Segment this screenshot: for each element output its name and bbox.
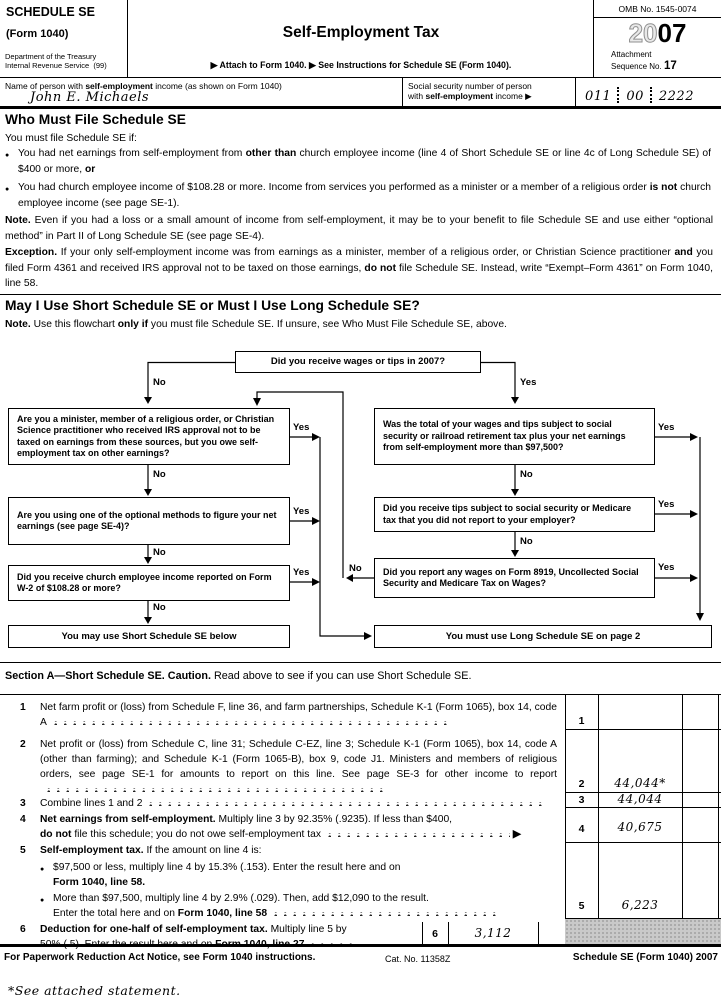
- who-must-file-bullet-2: ● You had church employee income of $108.28 or more. Income from services you performed as a minister or a member of a religious order is not church employee income (see page SE-1).: [5, 180, 711, 211]
- table-row-divider: [565, 842, 721, 843]
- sequence-number: Sequence No. 17: [611, 60, 677, 72]
- flowchart-left-question-3: Did you receive church employee income reported on Form W-2 of $108.28 or more?: [8, 565, 290, 601]
- ssn-label: Social security number of person with self-employment income ▶: [408, 81, 532, 101]
- header-rule: [0, 77, 721, 78]
- branch-label-no: No: [153, 602, 166, 613]
- name-label: Name of person with self-employment income (as shown on Form 1040): [5, 81, 282, 91]
- flowchart-top-question: Did you receive wages or tips in 2007?: [235, 351, 481, 373]
- line-4-text: 4 Net earnings from self-employment. Multiply line 3 by 92.35% (.9235). If less than $400, do not file this schedule; you do not owe self-employment tax ▶: [20, 814, 521, 840]
- line-3-text: 3 Combine lines 1 and 2: [40, 796, 557, 811]
- branch-label-yes: Yes: [293, 506, 310, 517]
- name-value: John E. Michaels: [30, 90, 150, 105]
- tax-year: [594, 19, 721, 47]
- flowchart-result-short: You may use Short Schedule SE below: [8, 625, 290, 648]
- line-1-box-number: 1: [578, 715, 585, 727]
- sequence-value: 17: [663, 60, 677, 72]
- flowchart-left-question-2: Are you using one of the optional methods to figure your net earnings (see page SE-4)?: [8, 497, 290, 545]
- ssn-separator: [617, 87, 620, 103]
- line-4-box-number: 4: [578, 823, 585, 835]
- branch-label-no: No: [153, 377, 166, 388]
- header-bottom-rule: [0, 106, 721, 109]
- section-a-rule-bottom: [0, 694, 721, 695]
- flowchart-result-long: You must use Long Schedule SE on page 2: [374, 625, 712, 648]
- line-6-box-number: 6: [432, 928, 438, 940]
- department-label: Department of the Treasury Internal Revenue Service (99): [5, 52, 107, 70]
- line-3-amount: 44,044: [617, 792, 663, 806]
- branch-label-no: No: [153, 547, 166, 558]
- dot-leader: [271, 912, 501, 916]
- tax-year-outline: 20: [628, 18, 658, 48]
- who-must-file-intro: You must file Schedule SE if:: [5, 133, 137, 144]
- ssn-separator: [650, 87, 653, 103]
- branch-label-yes: Yes: [293, 422, 310, 433]
- form-title: Self-Employment Tax: [282, 24, 440, 41]
- catalog-number: Cat. No. 11358Z: [385, 954, 451, 964]
- flowchart-right-question-2: Did you receive tips subject to social security or Medicare tax that you did not report to your employer?: [374, 497, 655, 532]
- form-id-footer: Schedule SE (Form 1040) 2007: [572, 952, 718, 963]
- line-2-amount: 44,044*: [614, 776, 666, 790]
- omb-number: OMB No. 1545-0074: [618, 4, 697, 14]
- note-paragraph: Note. Even if you had a loss or a small amount of income from self-employment, it may be to your benefit to file Schedule SE and use either “optional method” in Part II of Long Schedule SE (see page SE-4).: [5, 215, 713, 242]
- branch-label-yes: Yes: [658, 562, 675, 573]
- branch-label-no: No: [520, 536, 533, 547]
- line-6-cell-border: [538, 922, 539, 944]
- tax-year-solid: 07: [657, 18, 687, 48]
- line-6-amount: 3,112: [474, 926, 512, 940]
- branch-label-no: No: [520, 469, 533, 480]
- ssn-value: 011 00 2222: [585, 89, 694, 104]
- branch-label-no: No: [153, 469, 166, 480]
- attached-statement-footnote: *See attached statement.: [8, 983, 181, 998]
- exception-paragraph: Exception. If your only self-employment income was from earnings as a minister, member of a religious order, or Christian Science practitioner and you filed Form 4361 and received IRS approval not to be taxed on those earnings, do not file Schedule SE. Instead, write “Exempt–Form 4361” on Form 1040, line 58.: [5, 247, 713, 289]
- branch-label-yes: Yes: [293, 567, 310, 578]
- table-bottom-rule: [0, 944, 721, 947]
- paperwork-notice: For Paperwork Reduction Act Notice, see Form 1040 instructions.: [4, 952, 316, 963]
- attachment-label: Attachment: [611, 50, 652, 59]
- line-2-text: 2 Net profit or (loss) from Schedule C, line 31; Schedule C-EZ, line 3; Schedule K-1 (Form 1065), box 14, code A (other than farming); and Schedule K-1 (Form 1065-B), box 9, code J1. Ministers and members of religious orders, see page SE-1 for amounts to report on this line. See page SE-3 for other income to report: [40, 737, 557, 797]
- schedule-label: SCHEDULE SE: [6, 5, 95, 19]
- section-rule: [0, 294, 721, 295]
- form-number-label: (Form 1040): [6, 28, 69, 40]
- table-row-divider: [565, 729, 721, 730]
- goto-arrow: ▶: [512, 829, 521, 840]
- flowchart-heading: May I Use Short Schedule SE or Must I Use Long Schedule SE?: [5, 298, 420, 313]
- line-1-text: 1 Net farm profit or (loss) from Schedule F, line 36, and farm partnerships, Schedule K-1 (Form 1065), box 14, code A: [20, 702, 557, 728]
- section-a-heading: Section A—Short Schedule SE. Caution. Read above to see if you can use Short Schedule SE.: [5, 670, 472, 682]
- who-must-file-bullet-1: ● You had net earnings from self-employment from other than church employee income (line 4 of Short Schedule SE or line 4c of Long Schedule SE) of $400 or more, or: [5, 146, 711, 177]
- flowchart-note: Note. Use this flowchart only if you must file Schedule SE. If unsure, see Who Must File Schedule SE, above.: [5, 319, 507, 330]
- dot-leader: [44, 788, 384, 792]
- branch-label-yes: Yes: [658, 499, 675, 510]
- line-5-bullet-1: ● $97,500 or less, multiply line 4 by 15.3% (.153). Enter the result here and on Form 1040, line 58.: [40, 860, 453, 890]
- dot-leader: [51, 721, 449, 725]
- line-5-bullet-2: ● More than $97,500, multiply line 4 by 2.9% (.029). Then, add $12,090 to the result. Enter the total here and on Form 1040, line 58: [40, 891, 533, 921]
- table-row-divider: [565, 807, 721, 808]
- shaded-cell: [565, 918, 721, 946]
- flowchart-right-question-1: Was the total of your wages and tips subject to social security or railroad retirement tax plus your net earnings from self-employment more than $97,500?: [374, 408, 655, 465]
- section-a-rule-top: [0, 662, 721, 663]
- attach-instruction: ▶ Attach to Form 1040. ▶ See Instructions for Schedule SE (Form 1040).: [210, 60, 512, 70]
- branch-label-yes: Yes: [658, 422, 675, 433]
- flowchart-left-question-1: Are you a minister, member of a religious order, or Christian Science practitioner who received IRS approval not to be taxed on earnings from these sources, but you owe self-employment tax on other earnings?: [8, 408, 290, 465]
- line-3-box-number: 3: [578, 794, 585, 806]
- who-must-file-heading: Who Must File Schedule SE: [5, 112, 186, 127]
- branch-label-no: No: [349, 563, 362, 574]
- header-divider-left: [127, 0, 128, 77]
- name-row-divider-2: [575, 78, 576, 107]
- line-5-heading: 5 Self-employment tax. If the amount on line 4 is:: [20, 845, 262, 856]
- branch-label-yes: Yes: [520, 377, 537, 388]
- line-2-box-number: 2: [578, 778, 585, 790]
- line-4-amount: 40,675: [617, 820, 663, 834]
- flowchart-right-question-3: Did you report any wages on Form 8919, Uncollected Social Security and Medicare Tax on Wages?: [374, 558, 655, 598]
- line-5-box-number: 5: [578, 900, 585, 912]
- dot-leader: [325, 833, 510, 837]
- dot-leader: [146, 802, 546, 806]
- line-5-amount: 6,223: [621, 898, 659, 912]
- line-6-text: 6 Deduction for one-half of self-employment tax. Multiply line 5 by: [40, 922, 422, 952]
- name-row-divider-1: [402, 78, 403, 107]
